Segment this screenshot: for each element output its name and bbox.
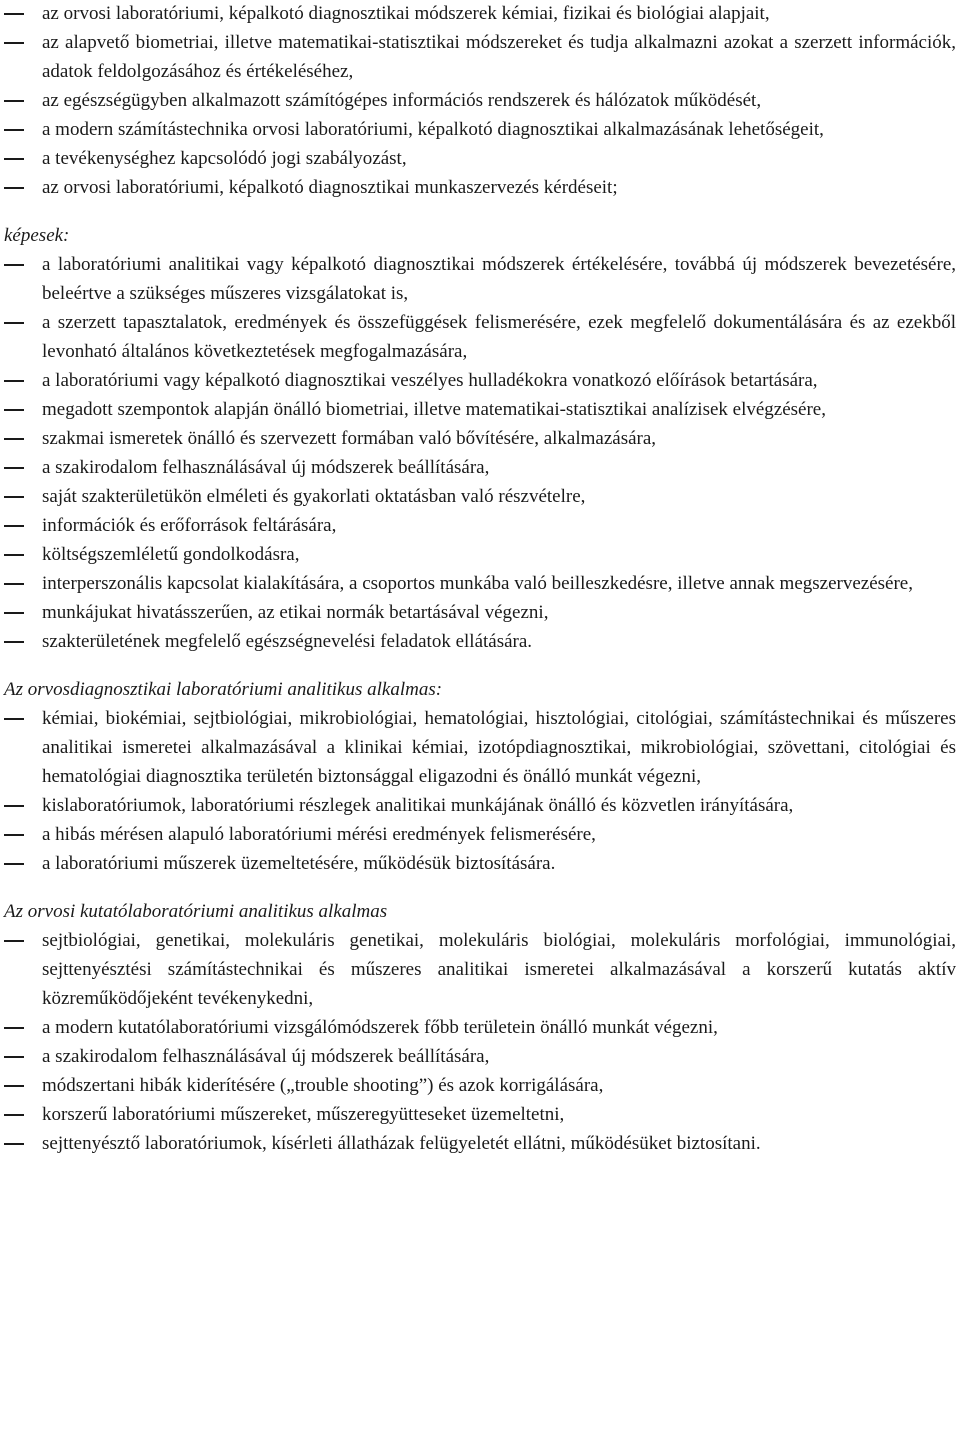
list-item: az alapvető biometriai, illetve matematikai-statisztikai módszereket és tudja alkalmazni azokat a szerzett információk, adatok feldolgozásához és értékeléséhez, xyxy=(0,28,960,86)
list-item: a tevékenységhez kapcsolódó jogi szabályozást, xyxy=(0,144,960,173)
list-item: az orvosi laboratóriumi, képalkotó diagnosztikai munkaszervezés kérdéseit; xyxy=(0,173,960,202)
list-item: a szakirodalom felhasználásával új módszerek beállítására, xyxy=(0,453,960,482)
list-item: módszertani hibák kiderítésére („trouble shooting”) és azok korrigálására, xyxy=(0,1071,960,1100)
list-item: a szerzett tapasztalatok, eredmények és összefüggések felismerésére, ezek megfelelő dokumentálására és az ezekből levonható általános következtetések megfogalmazására, xyxy=(0,308,960,366)
dash-bullet-icon xyxy=(4,438,24,440)
dash-bullet-icon xyxy=(4,100,24,102)
list-item: a laboratóriumi vagy képalkotó diagnosztikai veszélyes hulladékokra vonatkozó előírások betartására, xyxy=(0,366,960,395)
list-item: az orvosi laboratóriumi, képalkotó diagnosztikai módszerek kémiai, fizikai és biológiai alapjait, xyxy=(0,0,960,28)
list-item: kislaboratóriumok, laboratóriumi részlegek analitikai munkájának önálló és közvetlen irányítására, xyxy=(0,791,960,820)
diagnostic-analyst-list xyxy=(0,704,960,878)
dash-bullet-icon xyxy=(4,158,24,160)
dash-bullet-icon xyxy=(4,834,24,836)
research-analyst-list xyxy=(0,926,960,1158)
list-item: a laboratóriumi analitikai vagy képalkotó diagnosztikai módszerek értékelésére, továbbá új módszerek bevezetésére, beleértve a szükséges műszeres vizsgálatokat is, xyxy=(0,250,960,308)
list-item: szakmai ismeretek önálló és szervezett formában való bővítésére, alkalmazására, xyxy=(0,424,960,453)
dash-bullet-icon xyxy=(4,13,24,15)
dash-bullet-icon xyxy=(4,409,24,411)
dash-bullet-icon xyxy=(4,129,24,131)
dash-bullet-icon xyxy=(4,1143,24,1145)
dash-bullet-icon xyxy=(4,612,24,614)
dash-bullet-icon xyxy=(4,42,24,44)
list-item: a hibás mérésen alapuló laboratóriumi mérési eredmények felismerésére, xyxy=(0,820,960,849)
dash-bullet-icon xyxy=(4,718,24,720)
dash-bullet-icon xyxy=(4,1085,24,1087)
list-item: sejtbiológiai, genetikai, molekuláris genetikai, molekuláris biológiai, molekuláris morfológiai, immunológiai, sejttenyésztési számítástechnikai és műszeres analitikai ismeretei alkalmazásával a korszerű kutatás aktív közreműködőjeként tevékenykedni, xyxy=(0,926,960,1013)
dash-bullet-icon xyxy=(4,805,24,807)
dash-bullet-icon xyxy=(4,1027,24,1029)
dash-bullet-icon xyxy=(4,264,24,266)
list-item: sejttenyésztő laboratóriumok, kísérleti állatházak felügyeletét ellátni, működésüket biztosítani. xyxy=(0,1129,960,1158)
list-item: interperszonális kapcsolat kialakítására, a csoportos munkába való beilleszkedésre, illetve annak megszervezésére, xyxy=(0,569,960,598)
dash-bullet-icon xyxy=(4,583,24,585)
dash-bullet-icon xyxy=(4,1114,24,1116)
section-heading-research-analyst: Az orvosi kutatólaboratóriumi analitikus alkalmas xyxy=(4,901,388,922)
dash-bullet-icon xyxy=(4,641,24,643)
list-item: a szakirodalom felhasználásával új módszerek beállítására, xyxy=(0,1042,960,1071)
knowledge-list xyxy=(0,0,960,202)
list-item: korszerű laboratóriumi műszereket, műszeregyütteseket üzemeltetni, xyxy=(0,1100,960,1129)
list-item: megadott szempontok alapján önálló biometriai, illetve matematikai-statisztikai analízisek elvégzésére, xyxy=(0,395,960,424)
list-item: szakterületének megfelelő egészségnevelési feladatok ellátására. xyxy=(0,627,960,656)
list-item: költségszemléletű gondolkodásra, xyxy=(0,540,960,569)
list-item: saját szakterületükön elméleti és gyakorlati oktatásban való részvételre, xyxy=(0,482,960,511)
dash-bullet-icon xyxy=(4,467,24,469)
list-item: a modern kutatólaboratóriumi vizsgálómódszerek főbb területein önálló munkát végezni, xyxy=(0,1013,960,1042)
list-item: a laboratóriumi műszerek üzemeltetésére, működésük biztosítására. xyxy=(0,849,960,878)
list-item: az egészségügyben alkalmazott számítógépes információs rendszerek és hálózatok működését, xyxy=(0,86,960,115)
dash-bullet-icon xyxy=(4,940,24,942)
dash-bullet-icon xyxy=(4,1056,24,1058)
section-heading-diagnostic-analyst: Az orvosdiagnosztikai laboratóriumi analitikus alkalmas: xyxy=(4,679,443,700)
dash-bullet-icon xyxy=(4,525,24,527)
list-item: információk és erőforrások feltárására, xyxy=(0,511,960,540)
list-item: kémiai, biokémiai, sejtbiológiai, mikrobiológiai, hematológiai, hisztológiai, citológiai, számítástechnikai és műszeres analitikai ismeretei alkalmazásával a klinikai kémiai, izotópdiagnosztikai, mikrobiológiai, szövettani, citológiai és hematológiai diagnosztika területén biztonsággal eligazodni és önálló munkát végezni, xyxy=(0,704,960,791)
dash-bullet-icon xyxy=(4,187,24,189)
dash-bullet-icon xyxy=(4,554,24,556)
dash-bullet-icon xyxy=(4,863,24,865)
list-item: a modern számítástechnika orvosi laboratóriumi, képalkotó diagnosztikai alkalmazásának lehetőségeit, xyxy=(0,115,960,144)
dash-bullet-icon xyxy=(4,380,24,382)
abilities-list xyxy=(0,250,960,656)
dash-bullet-icon xyxy=(4,322,24,324)
list-item: munkájukat hivatásszerűen, az etikai normák betartásával végezni, xyxy=(0,598,960,627)
section-heading-kepesek: képesek: xyxy=(4,225,70,246)
dash-bullet-icon xyxy=(4,496,24,498)
